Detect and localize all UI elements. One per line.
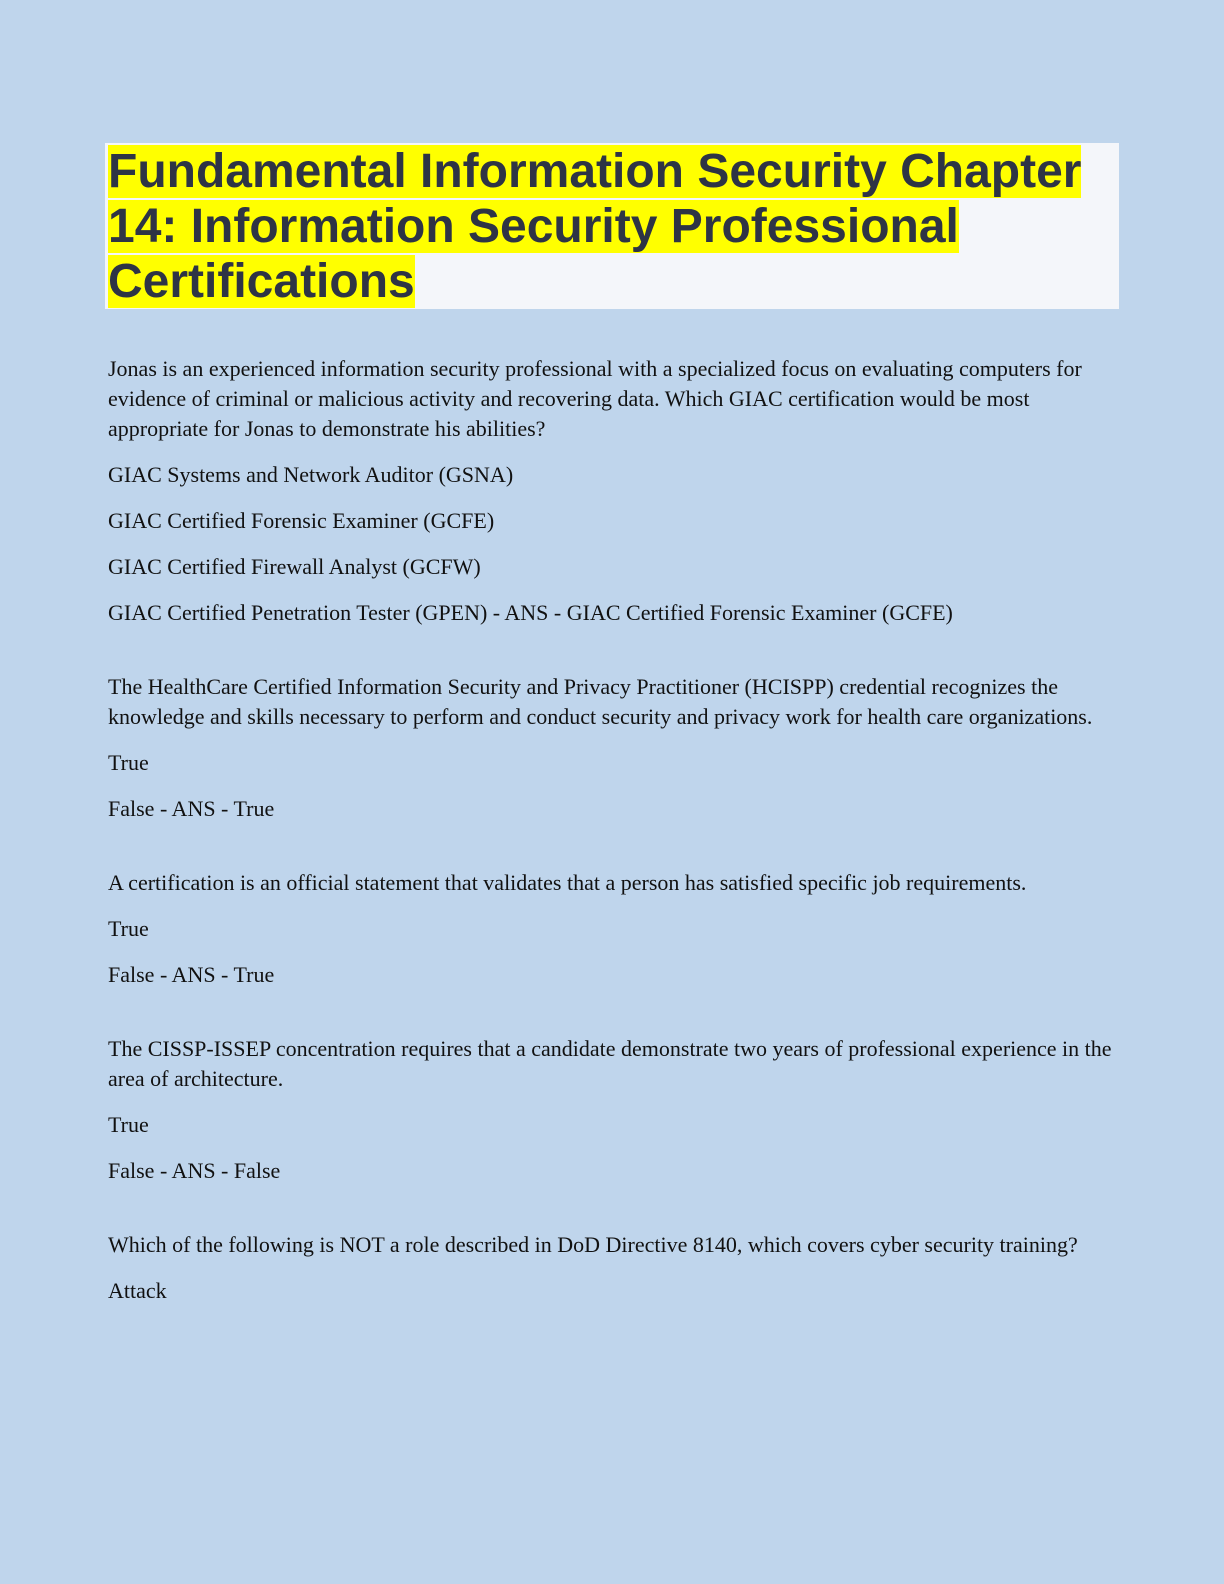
question-text: The HealthCare Certified Information Security and Privacy Practitioner (HCISPP) credential recognizes the knowledge and skills necessary to perform and conduct security and privacy work for health care organizations. (108, 674, 1093, 729)
answer-option: True (108, 1112, 149, 1137)
question-block (108, 1034, 1118, 1186)
answer-option: GIAC Certified Firewall Analyst (GCFW) (108, 554, 481, 579)
question-text: A certification is an official statement that validates that a person has satisfied specific job requirements. (108, 870, 1027, 895)
answer-option: False - ANS - True (108, 962, 275, 987)
answer-option: True (108, 750, 149, 775)
answer-option: False - ANS - True (108, 796, 275, 821)
answer-option: GIAC Certified Penetration Tester (GPEN) - ANS - GIAC Certified Forensic Examiner (GCFE) (108, 600, 953, 625)
question-block (108, 672, 1118, 824)
question-block (108, 1230, 1118, 1306)
question-block (108, 868, 1118, 990)
question-block (108, 354, 1118, 628)
document-content (108, 354, 1118, 1350)
title-highlight: Fundamental Information Security Chapter 14: Information Security Professional Certifications (108, 145, 1082, 308)
question-text: Which of the following is NOT a role described in DoD Directive 8140, which covers cyber security training? (108, 1232, 1078, 1257)
answer-option: True (108, 916, 149, 941)
answer-option: GIAC Systems and Network Auditor (GSNA) (108, 462, 514, 487)
answer-option: GIAC Certified Forensic Examiner (GCFE) (108, 508, 495, 533)
document-title (108, 144, 1108, 309)
question-text: Jonas is an experienced information security professional with a specialized focus on evaluating computers for evidence of criminal or malicious activity and recovering data. Which GIAC certification would be most appropriate for Jonas to demonstrate his abilities? (108, 356, 1082, 441)
answer-option: Attack (108, 1278, 167, 1303)
answer-option: False - ANS - False (108, 1158, 281, 1183)
question-text: The CISSP-ISSEP concentration requires that a candidate demonstrate two years of professional experience in the area of architecture. (108, 1036, 1112, 1091)
